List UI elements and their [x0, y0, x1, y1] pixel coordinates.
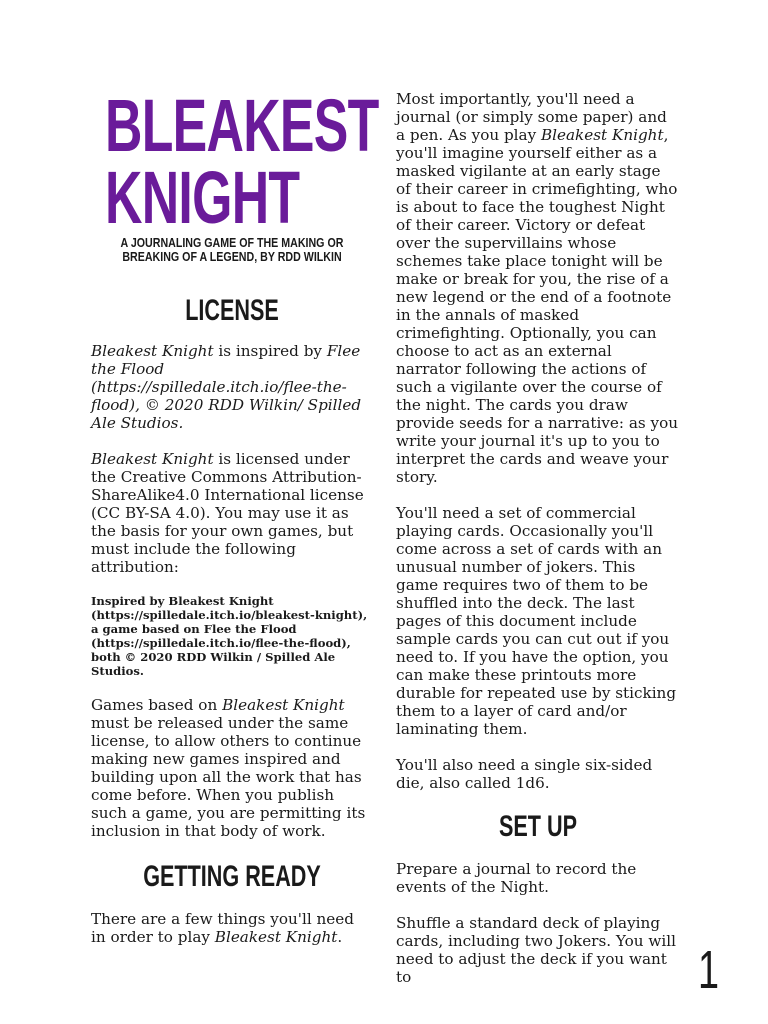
game-name: Bleakest Knight — [222, 696, 345, 714]
game-subtitle: A JOURNALING GAME OF THE MAKING OR BREAKING OF A LEGEND, BY RDD WILKIN — [120, 235, 344, 264]
license-paragraph-2: Bleakest Knight is licensed under the Creative Commons Attribution-ShareAlike4.0 International license (CC BY-SA 4.0). You may use it as the basis for your own games, but must include the following attribution: — [91, 450, 364, 576]
set-up-heading: SET UP — [498, 810, 578, 843]
getting-ready-paragraph-3: You'll need a set of commercial playing cards. Occasionally you'll come across a set of cards with an unusual number of jokers. This game requires two of them to be shuffled into the deck. The last pages of this document include sample cards you can cut out if you need to. If you have the option, you can make these printouts more durable for repeated use by sticking them to a layer of card and/or laminating them. — [396, 504, 677, 738]
game-name: Bleakest Knight — [541, 126, 664, 144]
license-heading: LICENSE — [185, 294, 279, 327]
getting-ready-paragraph-4: You'll also need a single six-sided die, also called 1d6. — [396, 756, 653, 792]
set-up-paragraph-1: Prepare a journal to record the events of the Night. — [396, 860, 637, 896]
game-name: Bleakest Knight — [91, 342, 214, 360]
attribution-text: Inspired by Bleakest Knight (https://spilledale.itch.io/bleakest-knight), a game based on Flee the Flood (https://spilledale.itch.io/flee-the-flood), both © 2020 RDD Wilkin / Spilled Ale Studios. — [91, 594, 368, 678]
game-title-line-2: KNIGHT — [105, 156, 300, 239]
right-column — [396, 90, 680, 1004]
getting-ready-heading: GETTING READY — [143, 860, 321, 893]
getting-ready-paragraph-1: There are a few things you'll need in order to play Bleakest Knight. — [91, 910, 354, 946]
license-paragraph-1: Bleakest Knight is inspired by Flee the Flood (https://spilledale.itch.io/flee-the-flood), © 2020 RDD Wilkin/ Spilled Ale Studios. — [91, 342, 362, 432]
page-number: 1 — [698, 940, 720, 1000]
flee-the-flood-reference: Flee the Flood (https://spilledale.itch.io/flee-the-flood), © 2020 RDD Wilkin/ Spilled Ale Studios. — [91, 342, 362, 432]
game-name: Bleakest Knight — [91, 450, 214, 468]
left-column — [91, 84, 379, 964]
set-up-paragraph-2: Shuffle a standard deck of playing cards, including two Jokers. You will need to adjust the deck if you want to — [396, 914, 676, 986]
game-name: Bleakest Knight — [214, 928, 338, 946]
getting-ready-paragraph-2: Most importantly, you'll need a journal (or simply some paper) and a pen. As you play Bleakest Knight, you'll imagine yourself either as a masked vigilante at an early stage of their career in crimefighting, who is about to face the toughest Night of their career. Victory or defeat over the supervillains whose schemes take place tonight will be make or break for you, the rise of a new legend or the end of a footnote in the annals of masked crimefighting. Optionally, you can choose to act as an external narrator following the actions of such a vigilante over the course of the night. The cards you draw provide seeds for a narrative: as you write your journal it's up to you to interpret the cards and weave your story. — [396, 90, 679, 486]
license-paragraph-3: Games based on Bleakest Knight must be released under the same license, to allow others to continue making new games inspired and building upon all the work that has come before. When you publish such a game, you are permitting its inclusion in that body of work. — [91, 696, 366, 840]
game-title-line-1: BLEAKEST — [105, 84, 379, 167]
